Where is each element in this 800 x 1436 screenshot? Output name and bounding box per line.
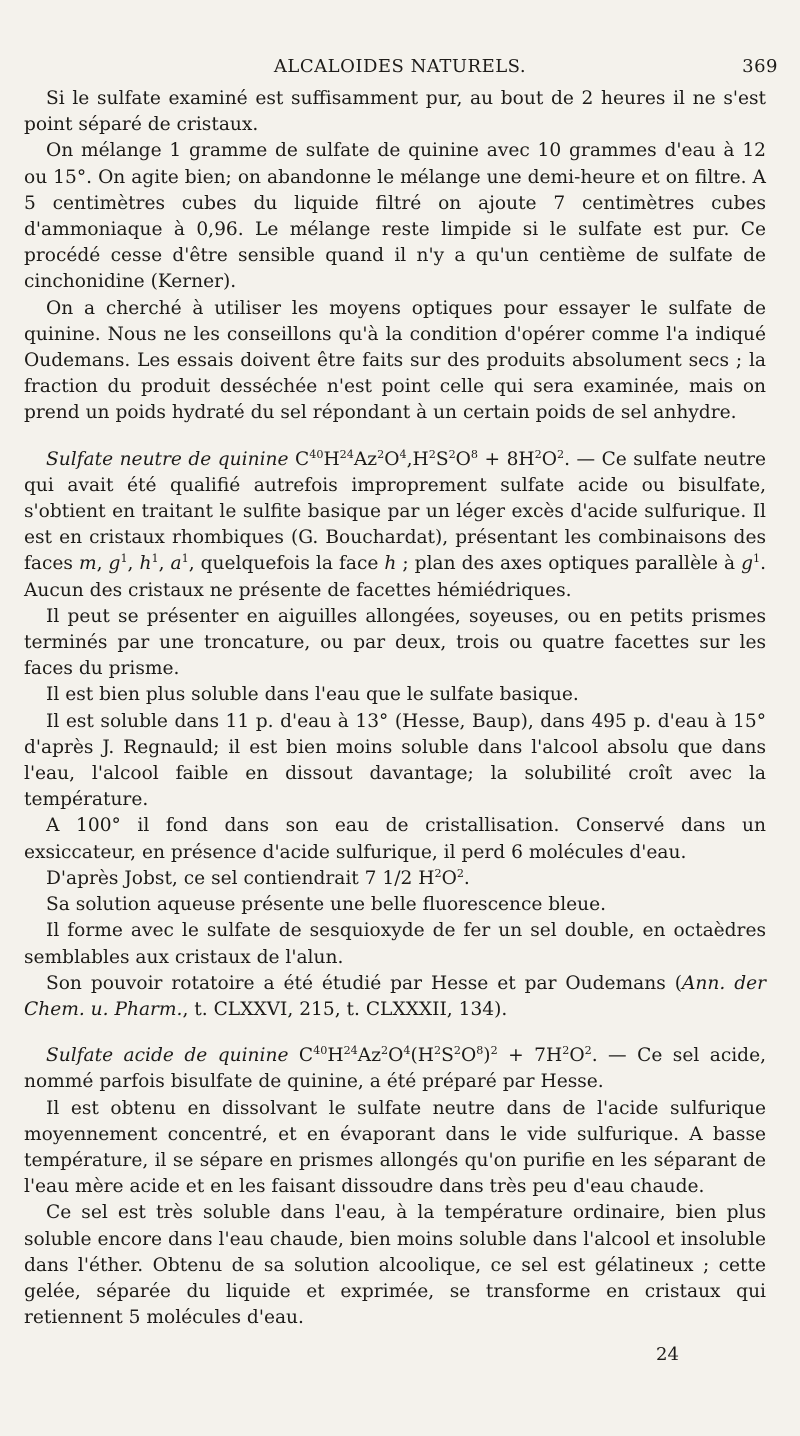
text-run: O [384, 448, 400, 470]
text-run: . Aucun des cristaux ne présente de facettes hémiédriques. [24, 553, 767, 601]
italic-text: g [108, 553, 121, 575]
body-text [24, 86, 766, 1331]
superscript: 1 [120, 552, 128, 566]
paragraph: Il est soluble dans 11 p. d'eau à 13° (Hesse, Baup), dans 495 p. d'eau à 15° d'après J. Regnauld; il est bien moins soluble dans l'alcool absolu que dans l'eau, l'alcool faible en dissout davantage; la solubilité croît avec la température. [24, 710, 766, 811]
italic-text: m [78, 553, 97, 575]
text-run: O [569, 1045, 585, 1067]
italic-text: h [139, 553, 152, 575]
superscript: 2 [381, 1043, 389, 1057]
paragraph: Si le sulfate examiné est suffisamment pur, au bout de 2 heures il ne s'est point séparé de cristaux. [24, 88, 766, 136]
text-run: + 8H [478, 448, 535, 470]
superscript: 40 [309, 447, 324, 461]
superscript: 24 [343, 1043, 358, 1057]
text-run: , [127, 553, 140, 575]
text-run: O [455, 448, 471, 470]
text-run: , [96, 553, 109, 575]
paragraph: Sa solution aqueuse présente une belle fluorescence bleue. [46, 894, 607, 916]
text-run: Son pouvoir rotatoire a été étudié par Hesse et par Oudemans ( [46, 972, 682, 994]
superscript: 2 [448, 447, 456, 461]
superscript: 2 [433, 1043, 442, 1057]
text-run: Az [353, 448, 378, 470]
superscript: 2 [434, 866, 442, 880]
text-run: . — Ce sulfate neutre qui avait été qualifié autrefois improprement sulfate acide ou bisulfate, s'obtient en traitant le sulfite basique par un léger excès d'acide sulfurique. Il est en cristaux rhombiques (G. Bouchardat), présentant les combinaisons des faces [24, 448, 766, 575]
text-run: . — Ce sel acide, nommé parfois bisulfate de quinine, a été préparé par Hesse. [24, 1045, 767, 1093]
section-gap [24, 427, 766, 447]
text-run: D'après Jobst, ce sel contiendrait 7 1/2 H [46, 867, 435, 889]
superscript: 1 [752, 552, 761, 566]
text-run: Az [357, 1045, 382, 1067]
paragraph: Il est obtenu en dissolvant le sulfate neutre dans de l'acide sulfurique moyennement concentré, et en évaporant dans le vide sulfurique. A basse température, il se sépare en prismes allongés qu'on purifie en les séparant de l'eau mère acide et en les faisant dissoudre dans très peu d'eau chaude. [24, 1097, 766, 1198]
italic-text: Sulfate acide de quinine [46, 1045, 289, 1067]
text-run: O [388, 1045, 404, 1067]
text-run: S [441, 1045, 454, 1067]
text-run: , t. CLXXVI, 215, t. CLXXXII, 134). [182, 998, 508, 1020]
text-run: ; plan des axes optiques parallèle à [396, 553, 742, 575]
text-run: S [435, 448, 449, 470]
text-run: H [323, 448, 340, 470]
paragraph-jobst [24, 866, 766, 892]
text-run: ,H [406, 448, 429, 470]
paragraph: On mélange 1 gramme de sulfate de quinine avec 10 grammes d'eau à 12 ou 15°. On agite bien; on abandonne le mélange une demi-heure et on filtre. A 5 centimètres cubes du liquide filtré on ajoute 7 centimètres cubes d'ammoniaque à 0,96. Le mélange reste limpide si le sulfate est pur. Ce procédé cesse d'être sensible quand il n'y a qu'un centième de sulfate de cinchonidine (Kerner). [24, 140, 766, 293]
superscript: 1 [151, 552, 159, 566]
superscript: 2 [534, 447, 542, 461]
italic-text: g [741, 553, 753, 575]
superscript: 40 [313, 1043, 328, 1057]
superscript: 1 [181, 552, 189, 566]
text-run: H [327, 1045, 344, 1067]
text-run: C [288, 448, 310, 470]
superscript: 2 [556, 447, 565, 461]
superscript: 2 [453, 1043, 461, 1057]
superscript: 24 [339, 447, 354, 461]
paragraph-neutre [24, 447, 766, 604]
superscript: 4 [399, 447, 407, 461]
text-run: , quelquefois la face [188, 553, 385, 575]
running-title: ALCALOIDES NATURELS. [273, 56, 527, 77]
paragraph: A 100° il fond dans son eau de cristallisation. Conservé dans un exsiccateur, en présence d'acide sulfurique, il perd 6 molécules d'eau. [24, 815, 766, 863]
italic-text: a [170, 553, 182, 575]
text-run: C [288, 1045, 314, 1067]
paragraph-acide [24, 1043, 766, 1095]
italic-text: Sulfate neutre de quinine [46, 448, 289, 470]
italic-text: Ann. der Chem. u. Pharm. [24, 972, 766, 1020]
superscript: 2 [428, 447, 436, 461]
page-number: 369 [742, 56, 778, 77]
paragraph: On a cherché à utiliser les moyens optiques pour essayer le sulfate de quinine. Nous ne les conseillons qu'à la condition d'opérer comme l'a indiqué Oudemans. Les essais doivent être faits sur des produits absolument secs ; la fraction du produit desséchée n'est point celle qui sera examinée, mais on prend un poids hydraté du sel répondant à un certain poids de sel anhydre. [24, 297, 766, 424]
superscript: 2 [584, 1043, 592, 1057]
signature-mark: 24 [656, 1344, 679, 1365]
italic-text: h [384, 553, 397, 575]
paragraph: Il est bien plus soluble dans l'eau que le sulfate basique. [46, 684, 579, 706]
text-run: O [541, 448, 557, 470]
superscript: 2 [490, 1043, 498, 1057]
superscript: 8 [470, 447, 479, 461]
superscript: 8 [476, 1043, 484, 1057]
paragraph: Ce sel est très soluble dans l'eau, à la température ordinaire, bien plus soluble encore dans l'eau chaude, bien moins soluble dans l'alcool et insoluble dans l'éther. Obtenu de sa solution alcoolique, ce sel est gélatineux ; cette gelée, séparée du liquide et exprimée, se transforme en cristaux qui retiennent 5 molécules d'eau. [24, 1202, 766, 1329]
superscript: 2 [456, 866, 464, 880]
paragraph: Il peut se présenter en aiguilles allongées, soyeuses, ou en petits prismes terminés par une troncature, ou par deux, trois ou quatre facettes sur les faces du prisme. [24, 605, 766, 680]
text-run: , [158, 553, 171, 575]
running-header [22, 56, 778, 80]
text-run: ) [483, 1045, 491, 1067]
text-run: (H [410, 1045, 434, 1067]
paragraph: Il forme avec le sulfate de sesquioxyde de fer un sel double, en octaèdres semblables aux cristaux de l'alun. [24, 920, 766, 968]
text-run: O [460, 1045, 477, 1067]
superscript: 2 [562, 1043, 570, 1057]
section-gap [24, 1023, 766, 1043]
superscript: 4 [403, 1043, 411, 1057]
paragraph-pouvoir [24, 971, 766, 1023]
text-run: O [441, 867, 457, 889]
text-run: . [463, 867, 470, 889]
superscript: 2 [377, 447, 385, 461]
text-run: + 7H [497, 1045, 563, 1067]
